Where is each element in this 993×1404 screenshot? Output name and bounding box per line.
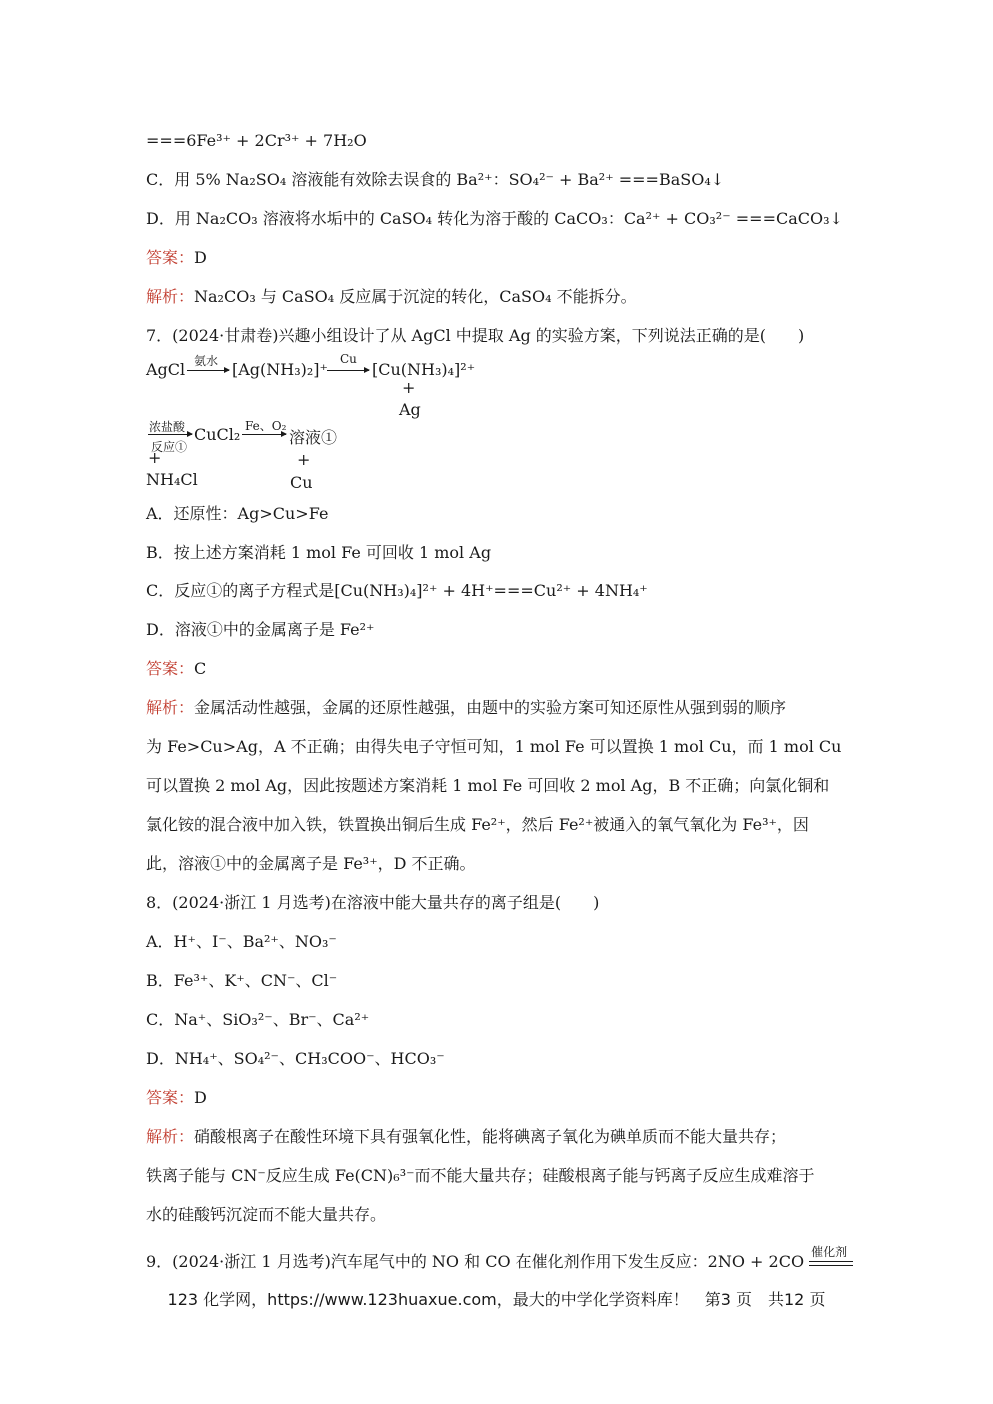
q8-analysis-line-2: 铁离子能与 CN⁻反应生成 Fe(CN)₆³⁻而不能大量共存；硅酸根离子能与钙离子反应生成难溶于 bbox=[146, 1166, 815, 1185]
analysis-text: Na₂CO₃ 与 CaSO₄ 反应属于沉淀的转化，CaSO₄ 不能拆分。 bbox=[194, 287, 637, 306]
catalyst-label: 催化剂 bbox=[811, 1244, 848, 1259]
equation-line: ===6Fe³⁺ + 2Cr³⁺ + 7H₂O bbox=[146, 131, 367, 150]
q7-analysis-line-1 bbox=[146, 697, 786, 719]
q8-analysis-label: 解析： bbox=[146, 1127, 195, 1146]
page-footer: 123 化学网，https://www.123huaxue.com，最大的中学化学资料库！ 第3 页 共12 页 bbox=[167, 1290, 826, 1309]
arrow-4 bbox=[242, 434, 286, 435]
q8-analysis-text-1: 硝酸根离子在酸性环境下具有强氧化性，能将碘离子氧化为碘单质而不能大量共存； bbox=[194, 1127, 787, 1146]
arrow-label-cu: Cu bbox=[340, 352, 357, 366]
analysis-line bbox=[146, 286, 637, 308]
scheme-plus-2: + bbox=[148, 448, 162, 467]
arrow-2 bbox=[327, 370, 369, 371]
q8-answer-line bbox=[146, 1087, 207, 1109]
q7-option-a: A．还原性：Ag>Cu>Fe bbox=[146, 504, 329, 523]
q7-analysis-line-2: 为 Fe>Cu>Ag，A 不正确；由得失电子守恒可知，1 mol Fe 可以置换 1 mol Cu，而 1 mol Cu bbox=[146, 737, 842, 756]
arrow-label-ammonia: 氨水 bbox=[194, 354, 219, 368]
arrow-1 bbox=[187, 370, 229, 371]
question-7-stem: 7．(2024·甘肃卷)兴趣小组设计了从 AgCl 中提取 Ag 的实验方案，下列说法正确的是( ) bbox=[146, 326, 805, 345]
answer-label: 答案： bbox=[146, 248, 195, 267]
q7-analysis-line-3: 可以置换 2 mol Ag，因此按题述方案消耗 1 mol Fe 可回收 2 mol Ag，B 不正确；向氯化铜和 bbox=[146, 776, 830, 795]
q9-stem-text: 9．(2024·浙江 1 月选考)汽车尾气中的 NO 和 CO 在催化剂作用下发生反应：2NO + 2CO bbox=[146, 1252, 805, 1271]
arrow-label-reaction-1: 反应① bbox=[151, 440, 188, 454]
scheme-plus-3: + bbox=[297, 450, 311, 469]
scheme-cucl2: CuCl₂ bbox=[194, 425, 241, 444]
scheme-ag: Ag bbox=[399, 400, 421, 419]
answer-value: D bbox=[194, 248, 207, 267]
q7-option-c: C．反应①的离子方程式是[Cu(NH₃)₄]²⁺ + 4H⁺===Cu²⁺ + 4NH₄⁺ bbox=[146, 581, 648, 600]
arrow-3 bbox=[148, 434, 192, 435]
scheme-solution-1: 溶液① bbox=[289, 428, 338, 447]
q8-analysis-line-3: 水的硅酸钙沉淀而不能大量共存。 bbox=[146, 1205, 387, 1224]
scheme-nh4cl: NH₄Cl bbox=[146, 470, 198, 489]
q8-analysis-line-1 bbox=[146, 1126, 786, 1148]
question-9-stem bbox=[146, 1244, 853, 1273]
q7-analysis-line-4: 氯化铵的混合液中加入铁，铁置换出铜后生成 Fe²⁺，然后 Fe²⁺被通入的氧气氧化为 Fe³⁺，因 bbox=[146, 815, 809, 834]
question-8-stem: 8．(2024·浙江 1 月选考)在溶液中能大量共存的离子组是( ) bbox=[146, 893, 600, 912]
option-c: C．用 5% Na₂SO₄ 溶液能有效除去误食的 Ba²⁺：SO₄²⁻ + Ba²⁺ ===BaSO₄↓ bbox=[146, 170, 725, 189]
arrow-label-hcl: 浓盐酸 bbox=[149, 420, 186, 434]
option-d: D．用 Na₂CO₃ 溶液将水垢中的 CaSO₄ 转化为溶于酸的 CaCO₃：Ca²⁺ + CO₃²⁻ ===CaCO₃↓ bbox=[146, 209, 843, 228]
q7-analysis-label: 解析： bbox=[146, 698, 195, 717]
q7-answer-line bbox=[146, 658, 206, 680]
scheme-cu-complex: [Cu(NH₃)₄]²⁺ bbox=[372, 360, 476, 379]
scheme-agcl: AgCl bbox=[146, 360, 186, 379]
q8-answer-value: D bbox=[194, 1088, 207, 1107]
q7-analysis-line-5: 此，溶液①中的金属离子是 Fe³⁺，D 不正确。 bbox=[146, 854, 476, 873]
q7-option-b: B．按上述方案消耗 1 mol Fe 可回收 1 mol Ag bbox=[146, 543, 492, 562]
q7-answer-value: C bbox=[194, 659, 207, 678]
scheme-ag-complex: [Ag(NH₃)₂]⁺ bbox=[232, 360, 328, 379]
q7-option-d: D．溶液①中的金属离子是 Fe²⁺ bbox=[146, 620, 375, 639]
answer-line bbox=[146, 247, 207, 269]
q8-option-d: D．NH₄⁺、SO₄²⁻、CH₃COO⁻、HCO₃⁻ bbox=[146, 1049, 445, 1068]
q8-answer-label: 答案： bbox=[146, 1088, 195, 1107]
q7-analysis-text-1: 金属活动性越强，金属的还原性越强，由题中的实验方案可知还原性从强到弱的顺序 bbox=[194, 698, 787, 717]
arrow-label-fe-o2: Fe、O₂ bbox=[245, 419, 287, 433]
q8-option-a: A．H⁺、I⁻、Ba²⁺、NO₃⁻ bbox=[146, 932, 337, 951]
q8-option-c: C．Na⁺、SiO₃²⁻、Br⁻、Ca²⁺ bbox=[146, 1010, 370, 1029]
scheme-cu: Cu bbox=[290, 473, 313, 492]
q8-option-b: B．Fe³⁺、K⁺、CN⁻、Cl⁻ bbox=[146, 971, 338, 990]
q7-answer-label: 答案： bbox=[146, 659, 195, 678]
catalyst-arrow bbox=[809, 1244, 853, 1271]
analysis-label: 解析： bbox=[146, 287, 195, 306]
scheme-plus-1: + bbox=[402, 378, 416, 397]
